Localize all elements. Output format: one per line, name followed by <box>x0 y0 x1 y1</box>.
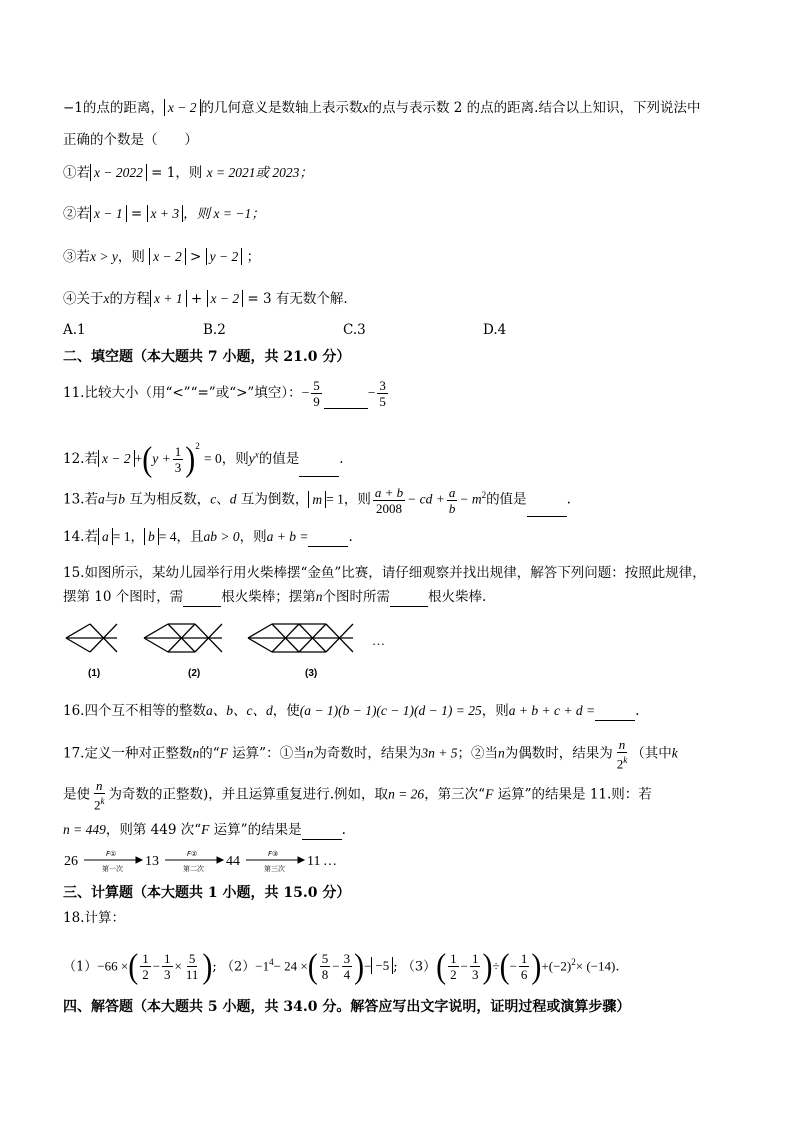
q17-fraction-2 <box>92 778 107 812</box>
q11-f2-num: 3 <box>379 378 386 393</box>
q18-p1-f1-num: 1 <box>142 951 149 967</box>
q17-n-1: n <box>192 745 200 761</box>
q15-text-d: 根火柴棒. <box>428 589 487 605</box>
q12-y: y + <box>152 451 171 466</box>
q12-square: 2 <box>195 441 200 451</box>
q18-p2-f1 <box>320 951 331 982</box>
q14-mid: ，则 <box>239 529 267 545</box>
q11-fraction-2 <box>377 378 388 409</box>
q18-p2-minus: − <box>364 958 372 974</box>
q13-a: a <box>97 491 105 507</box>
q17-l3-c: 运算”的结果是 <box>209 822 302 838</box>
chain-arrowhead-3 <box>298 857 304 863</box>
q17-b: 的“ <box>199 745 220 762</box>
question-18-expressions: （1）−66 ×( $\frac{1}{2}$ − $\frac{1}{3}$ × $\frac{5}{11}$ ); $(2)-1^4- 24$ ×( $\frac{5}{8}$ − $\frac{3}{4}$ )− −5 ; （3）( $\frac{1}{2}$ − $\frac{1}{3}$ )÷(− $\frac{1}{6}$ )$+(-2)^2\times (-14)$. <box>63 947 620 986</box>
question-18-title: 18.计算： <box>63 910 125 926</box>
question-12: 12.若 x − 2 +(y + $\frac{1}{3}$ )$^2$ = 0，则$y^x$的值是 . <box>63 439 344 478</box>
s3-end: ； <box>246 249 261 265</box>
s3-abs2: y − 2 <box>206 248 243 265</box>
arrow-label-top-3: F③ <box>268 850 279 858</box>
q18-p1-f3-num: 5 <box>188 951 196 967</box>
question-17-line-3: n = 449，则第 449 次“F 运算”的结果是 . <box>63 822 346 838</box>
s3-pre: ③若 <box>63 249 90 265</box>
chain-ellipsis: … <box>323 854 337 869</box>
q12-paren-right: ) <box>185 439 196 478</box>
s2-eq: = <box>130 206 143 222</box>
s1-eq: = 1，则 <box>151 165 203 181</box>
intro-text-a: −1的点的距离， <box>63 100 164 116</box>
s1-pre: ①若 <box>63 165 90 181</box>
fig-ellipsis: … <box>372 633 385 648</box>
s2-abs2: x + 3 <box>147 205 184 222</box>
chain-value-2: 13 <box>145 854 159 869</box>
q13-b: b <box>118 491 125 507</box>
q13-mid4: = 1，则 <box>326 491 371 507</box>
q18-p1-f3-den: 11 <box>185 967 199 983</box>
chain-value-3: 44 <box>226 854 240 869</box>
q11-minus-1: − <box>301 385 310 400</box>
q12-f-num: 1 <box>174 444 182 459</box>
q18-p2-f1-den: 8 <box>321 967 329 983</box>
q17-f1-num: n <box>618 737 626 752</box>
q17-f2-exp: k <box>100 796 105 806</box>
s4-var: x <box>103 291 110 306</box>
q13-pre: 13.若 <box>63 491 98 508</box>
s4-end: = 3 有无数个解. <box>247 291 348 307</box>
q18-p3-rparen-2: ) <box>531 947 542 986</box>
q18-p1-a: −66 × <box>97 958 129 974</box>
q18-p2-f2-den: 4 <box>343 967 351 983</box>
q18-p3-end: . <box>615 959 620 975</box>
goldfish-matchstick-figure <box>60 618 400 682</box>
q14-abs-a: a <box>98 528 113 545</box>
q11-f1-den: 9 <box>313 394 320 409</box>
choice-c: C.3 <box>343 322 366 338</box>
q14-eq2: = 4，且 <box>158 529 204 544</box>
q12-paren-left: ( <box>142 439 153 478</box>
q17-f: 为偶数时，结果为 <box>504 745 613 762</box>
q17-a: 17.定义一种对正整数 <box>63 745 193 762</box>
s4-pre: ④关于 <box>63 291 104 307</box>
q13-answer-blank[interactable] <box>527 502 567 517</box>
q13-fraction-1 <box>373 485 405 516</box>
fig-label-1: (1) <box>88 668 101 679</box>
question-11 <box>63 377 390 409</box>
q15-text-a: 摆第 10 个图时，需 <box>63 589 184 605</box>
s2-abs1: x − 1 <box>90 205 127 222</box>
question-14: 14.若 a = 1， b = 4，且ab > 0，则a + b = . <box>63 529 353 545</box>
q18-p2-b: − 24 × <box>273 958 308 974</box>
q17-n-2: n <box>306 745 314 761</box>
q17-l3-a: n = 449 <box>63 822 106 837</box>
q18-part-3: （3） <box>401 959 437 975</box>
q18-p1-end: ; <box>212 959 217 975</box>
q18-p2-lparen: ( <box>307 947 318 986</box>
q11-answer-blank[interactable] <box>324 394 368 409</box>
intro-line-1 <box>63 98 700 118</box>
q18-p3-f2-num: 1 <box>471 951 479 967</box>
q12-abs: x − 2 <box>98 450 135 467</box>
section-4-heading: 四、解答题（本大题共 5 小题，共 34.0 分。解答应写出文字说明，证明过程或演算步骤） <box>63 999 631 1015</box>
choice-b: B.2 <box>203 322 226 338</box>
q18-p1-f1 <box>140 951 151 982</box>
s1-result: x = 2021或 2023； <box>206 165 313 180</box>
arrow-label-bottom-2: 第二次 <box>183 865 204 873</box>
q12-f-den: 3 <box>174 460 182 475</box>
s1-abs: x − 2022 <box>90 164 147 181</box>
q11-minus-2: − <box>367 385 376 400</box>
s3-abs1: x − 2 <box>149 248 186 265</box>
s4-mid: 的方程 <box>109 291 150 307</box>
s3-cond: x > y <box>90 249 118 264</box>
s4-plus: + <box>190 291 203 307</box>
q17-f2-num: n <box>96 778 103 793</box>
q16-mid2: ，则 <box>481 703 509 719</box>
intro-text-c: 的点与表示数 2 的点的距离.结合以上知识，下列说法中 <box>368 100 701 116</box>
q11-fraction-1 <box>311 378 322 409</box>
q11-text: 11.比较大小（用“<”“=”或“>”填空）： <box>63 385 302 401</box>
q18-p3-plus: + <box>541 958 549 974</box>
q12-post: = 0，则 <box>204 451 249 466</box>
q17-e: ；②当 <box>457 745 498 762</box>
s3-mid: ，则 <box>117 249 145 265</box>
q13-f1-num: a + b <box>374 484 404 500</box>
q13-abs-m: m <box>308 491 326 508</box>
section-2-heading: 二、填空题（本大题共 7 小题，共 21.0 分） <box>63 349 351 365</box>
q18-p2-f2-num: 3 <box>343 951 351 967</box>
fish-figure-3 <box>248 624 353 652</box>
q17-answer-blank[interactable] <box>302 825 342 840</box>
q17-l2-c: ，第三次“ <box>424 786 486 803</box>
q17-res1: 3n + 5 <box>421 745 458 761</box>
choice-a: A.1 <box>63 322 86 338</box>
q17-l2-b: 为奇数的正整数)，并且运算重复进行.例如，取 <box>108 786 389 803</box>
q17-l2-a: 是使 <box>63 786 90 803</box>
q13-end: 的值是 <box>486 491 527 508</box>
q16-mid: ，使 <box>272 703 300 719</box>
f-operation-chain <box>62 846 352 876</box>
statement-1 <box>63 163 313 183</box>
question-13: 13.若a与b 互为相反数，c、d 互为倒数， m = 1，则 $\frac{a + b}{2008}$ − cd + $\frac{a}{b}$ − $m^2$的值是 . <box>63 484 571 516</box>
q18-p1-f2-num: 1 <box>164 951 171 967</box>
q17-f1-den: 2 <box>616 756 624 772</box>
q15-blank-2[interactable] <box>390 592 428 607</box>
fish-figure-1 <box>66 624 117 652</box>
s4-abs2: x − 2 <box>207 290 244 307</box>
intro-text-b: 的几何意义是数轴上表示数 <box>200 100 363 116</box>
q17-g: （其中 <box>631 745 672 762</box>
q18-p3-b: (−2) <box>548 958 572 974</box>
q17-l2-d: 运算”的结果是 11.则：若 <box>493 786 652 803</box>
question-17-line-1 <box>63 737 678 771</box>
s4-abs1: x + 1 <box>150 290 187 307</box>
q18-p2-exp: 4 <box>269 957 274 967</box>
abs-expression: x − 2 <box>164 99 201 116</box>
q18-p3-lparen: ( <box>436 947 447 986</box>
q17-c: 运算”：①当 <box>227 745 307 762</box>
statement-2 <box>63 204 265 224</box>
q18-p3-f2-den: 3 <box>471 967 479 983</box>
chain-value-4: 11 <box>307 854 321 869</box>
q17-f1-exp: k <box>623 755 628 765</box>
arrow-label-top-2: F② <box>187 850 198 858</box>
q18-p3-lparen-2: ( <box>499 947 510 986</box>
q17-n-3: n <box>497 745 505 761</box>
q14-expr: a + b = <box>266 529 309 544</box>
q13-c: c <box>210 491 217 507</box>
q18-p1-times: × <box>174 958 182 974</box>
q13-d: d <box>229 491 237 507</box>
section-3-heading: 三、计算题（本大题共 1 小题，共 15.0 分） <box>63 885 351 901</box>
q18-p2-f1-num: 5 <box>321 951 329 967</box>
q18-p2-f2 <box>342 951 353 982</box>
q11-f2-den: 5 <box>379 394 386 409</box>
q18-p3-f3 <box>519 951 530 982</box>
q12-pre: 12.若 <box>63 451 98 467</box>
intro-line-2: 正确的个数是（ ） <box>63 132 198 148</box>
q13-f2-den: b <box>448 500 456 516</box>
q12-yx: y <box>248 451 255 466</box>
statement-3 <box>63 247 260 267</box>
q12-end: 的值是 <box>258 451 300 467</box>
q18-p2-abs: −5 <box>371 957 393 974</box>
arrow-label-bottom-3: 第三次 <box>264 865 285 873</box>
q17-f2-den: 2 <box>94 797 101 813</box>
q13-cd: − cd + <box>407 491 445 507</box>
q12-plus: + <box>134 451 143 466</box>
q18-p3-f1-num: 1 <box>450 951 457 967</box>
q11-f1-num: 5 <box>313 378 320 393</box>
question-16: 16.四个互不相等的整数a、b、c、d，使(a − 1)(b − 1)(c − 1)(d − 1) = 25，则a + b + c + d = . <box>63 703 640 719</box>
q13-mid3: 互为倒数， <box>236 491 309 508</box>
q15-blank-1[interactable] <box>183 592 221 607</box>
q16-answer-blank[interactable] <box>595 706 635 721</box>
q18-p1-f2-den: 3 <box>164 967 171 983</box>
q13-mid1: 与 <box>104 491 119 508</box>
q18-p2-end: ; <box>393 959 398 975</box>
var-x: x <box>362 100 369 115</box>
q12-fraction <box>173 444 184 475</box>
s2-pre: ②若 <box>63 206 90 222</box>
statement-4 <box>63 289 348 309</box>
q18-p3-rparen: ) <box>482 947 493 986</box>
choice-d: D.4 <box>483 322 507 338</box>
q13-sep: 、 <box>216 491 230 508</box>
q16-expr2: a + b + c + d = <box>508 703 596 718</box>
q18-p3-f3-den: 6 <box>520 967 528 983</box>
q18-p3-exp: 2 <box>571 957 576 967</box>
q17-k: k <box>671 745 678 761</box>
q18-p1-f1-den: 2 <box>142 967 149 983</box>
q15-var-n: n <box>315 589 323 604</box>
q12-answer-blank[interactable] <box>299 462 339 477</box>
q17-l2-n: n = 26 <box>388 786 425 802</box>
q18-p3-f1-den: 2 <box>450 967 457 983</box>
q18-p3-f3-num: 1 <box>520 951 528 967</box>
q17-fraction-1 <box>615 737 630 771</box>
q14-pre: 14.若 <box>63 529 98 545</box>
q16-expr: (a − 1)(b − 1)(c − 1)(d − 1) = 25 <box>299 703 482 718</box>
q14-answer-blank[interactable] <box>308 532 348 547</box>
chain-arrowhead-1 <box>136 857 142 863</box>
q18-p3-f2 <box>470 951 481 982</box>
question-15-line-2 <box>63 587 486 607</box>
q17-l3-b: ，则第 449 次“ <box>105 822 202 838</box>
chain-value-1: 26 <box>64 854 78 869</box>
q14-cond: ab > 0 <box>203 529 240 544</box>
q13-exp: 2 <box>481 490 487 500</box>
q12-exp: x <box>254 449 259 460</box>
q15-text-c: 个图时所需 <box>322 589 391 605</box>
q14-abs-b: b <box>144 528 159 545</box>
q17-d: 为奇数时，结果为 <box>313 745 422 762</box>
q18-p1-lparen: ( <box>128 947 139 986</box>
s2-result: ，则 x = −1； <box>183 206 265 221</box>
q13-fraction-2 <box>447 485 458 516</box>
q17-F-3: F <box>201 822 210 837</box>
q16-vars: a、b、c、d <box>205 703 273 718</box>
q15-text-b: 根火柴棒；摆第 <box>221 589 316 605</box>
q13-f2-num: a <box>448 484 456 500</box>
q17-F-1: F <box>219 745 228 761</box>
q13-f1-den: 2008 <box>375 500 402 516</box>
fish-figure-2 <box>144 624 222 652</box>
question-15-line-1: 15.如图所示，某幼儿园举行用火柴棒摆“金鱼”比赛，请仔细观察并找出规律，解答下列问题：按照此规律， <box>63 565 706 581</box>
q13-mid2: 互为相反数， <box>124 491 211 508</box>
q18-p3-div: ÷ <box>492 958 500 974</box>
q18-p1-rparen: ) <box>202 947 213 986</box>
fig-label-2: (2) <box>188 668 201 679</box>
q18-part-1: （1） <box>63 959 98 975</box>
q18-p1-f3 <box>184 951 201 982</box>
q18-p3-f1 <box>448 951 459 982</box>
q18-p1-f2 <box>162 951 173 982</box>
q13-m2: − m <box>459 491 482 507</box>
chain-arrowhead-2 <box>217 857 223 863</box>
q17-F-2: F <box>485 786 494 802</box>
question-17-line-2 <box>63 778 652 812</box>
q18-p2-rparen: ) <box>354 947 365 986</box>
q18-p2-a: −1 <box>255 958 270 974</box>
s3-gt: > <box>190 249 202 265</box>
arrow-label-top-1: F① <box>106 850 117 858</box>
arrow-label-bottom-1: 第一次 <box>102 865 123 873</box>
q16-pre: 16.四个互不相等的整数 <box>63 703 206 719</box>
q14-eq1: = 1， <box>112 529 144 544</box>
fig-label-3: (3) <box>305 668 318 679</box>
q18-p3-c: × (−14) <box>575 958 616 974</box>
q18-part-2: （2） <box>220 959 256 975</box>
